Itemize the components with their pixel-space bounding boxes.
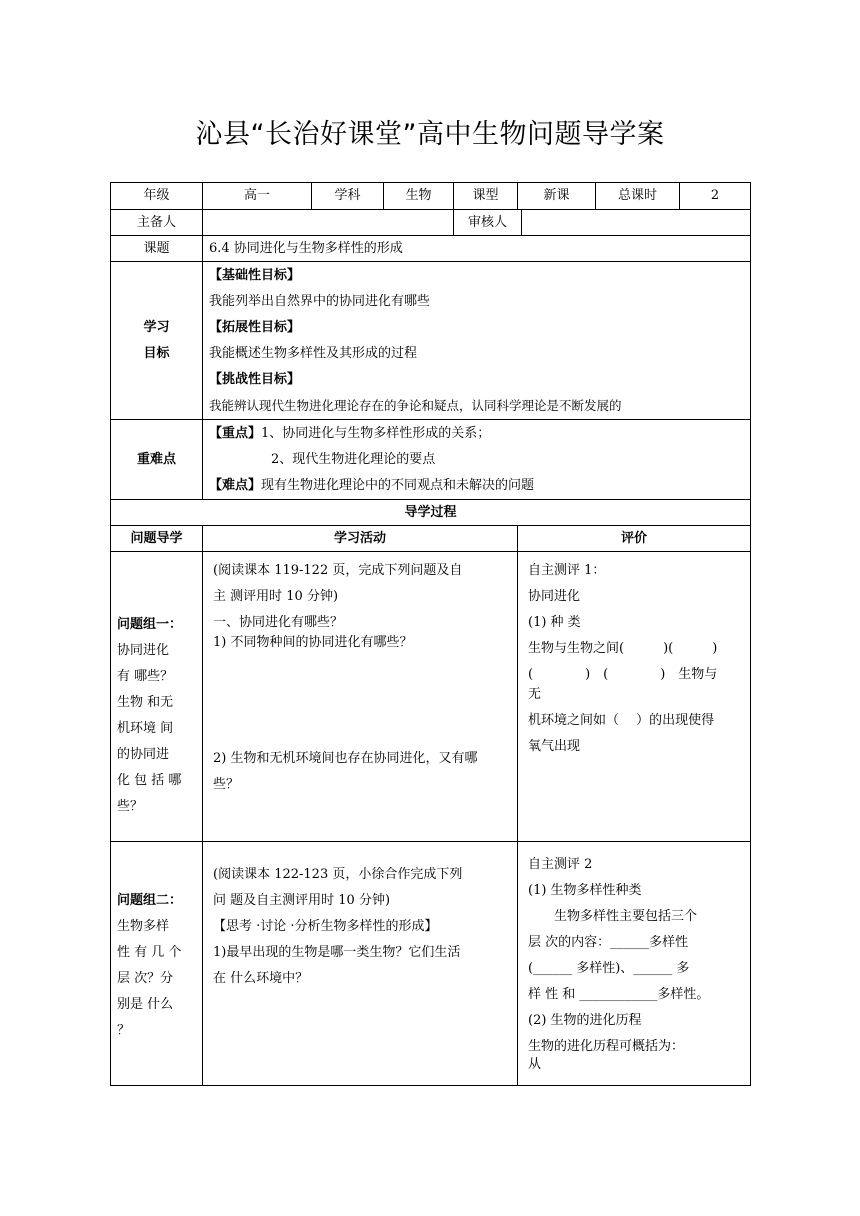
group1-q-line: 协同进化 (117, 643, 170, 658)
key-point-2: 2、现代生物进化理论的要点 (271, 451, 436, 467)
group1-activity-cell (203, 552, 518, 842)
group2-eval-line: 样 性 和 ____________多样性。 (528, 987, 710, 1002)
basic-goal-text: 我能列举出自然界中的协同进化有哪些 (209, 293, 431, 309)
key-heading: 【重点】 (209, 425, 262, 441)
group1-eval-line: 机环境之间如（ ）的出现使得 (528, 713, 715, 728)
basic-goal-heading: 【基础性目标】 (209, 267, 301, 283)
grade-value: 高一 (203, 183, 312, 210)
group1-eval-cell (518, 552, 751, 842)
group2-eval-cell (518, 842, 751, 1086)
col-eval-header: 评价 (518, 526, 751, 552)
goals-label-line1: 学习 (143, 319, 170, 335)
group2-activity-cell (203, 842, 518, 1086)
process-header: 导学过程 (111, 500, 751, 526)
group2-activity-think: 【思考 ·讨论 ·分析生物多样性的形成】 (213, 919, 438, 934)
group1-title: 问题组一： (117, 617, 183, 632)
group2-activity-q1: 1)最早出现的生物是哪一类生物？它们生活 (213, 945, 461, 960)
hours-label: 总课时 (596, 183, 680, 210)
group1-eval-line: 生物与生物之间( )( ) (528, 641, 718, 656)
group2-title: 问题组二： (117, 893, 183, 908)
group2-q-line: 生物多样 (117, 919, 170, 934)
group2-eval-line: 生物多样性主要包括三个 (554, 909, 698, 924)
group2-eval-line: (______ 多样性)、______ 多 (528, 961, 690, 976)
key-point-1: 1、协同进化与生物多样性形成的关系； (261, 425, 491, 441)
page-title: 沁县“长治好课堂”高中生物问题导学案 (195, 119, 665, 150)
group2-eval-line: (2) 生物的进化历程 (528, 1013, 642, 1028)
group2-activity-intro: 问 题及自主测评用时 10 分钟) (213, 893, 391, 908)
challenge-goal-heading: 【挑战性目标】 (209, 371, 301, 387)
group1-activity-question: 一、协同进化有哪些？ (213, 615, 344, 630)
type-value: 新课 (518, 183, 596, 210)
group1-eval-kind: (1) 种 类 (528, 615, 581, 630)
group1-activity-intro: 主 测评用时 10 分钟) (213, 589, 339, 604)
reviewer-value (522, 210, 751, 236)
challenge-goal-text: 我能辨认现代生物进化理论存在的争论和疑点，认同科学理论是不断发展的 (209, 397, 622, 413)
group1-activity-intro: (阅读课本 119-122 页，完成下列问题及自 (213, 563, 463, 578)
lesson-table (110, 182, 751, 1086)
group1-eval-subtitle: 协同进化 (528, 589, 581, 604)
group1-activity-q1: 1) 不同物种间的协同进化有哪些？ (213, 635, 413, 650)
group1-eval-line: 无 (528, 687, 542, 702)
group2-q-line: ？ (117, 1023, 131, 1038)
group1-q-line: 生物 和无 (117, 695, 174, 710)
extend-goal-heading: 【拓展性目标】 (209, 319, 301, 335)
group2-question-cell (111, 842, 203, 1086)
group1-eval-line: ( ) ( ) 生物与 (528, 667, 718, 682)
goals-label (111, 262, 203, 420)
topic-label: 课题 (111, 236, 203, 262)
group2-eval-kind: (1) 生物多样性种类 (528, 883, 642, 898)
col-question-header: 问题导学 (111, 526, 203, 552)
group2-eval-line: 层 次的内容：______多样性 (528, 935, 689, 950)
group1-q-line: 的协同进 (117, 747, 170, 762)
group2-activity-intro: (阅读课本 122-123 页，小徐合作完成下列 (213, 867, 463, 882)
goals-content (203, 262, 751, 420)
group2-eval-title: 自主测评 2 (528, 857, 593, 872)
preparer-value (203, 210, 454, 236)
difficult-text: 现有生物进化理论中的不同观点和未解决的问题 (261, 477, 535, 493)
topic-value: 6.4 协同进化与生物多样性的形成 (203, 236, 751, 262)
key-points-label: 重难点 (111, 420, 203, 500)
type-label: 课型 (454, 183, 518, 210)
group1-q-line: 机环境 间 (117, 721, 174, 736)
group2-activity-q1: 在 什么环境中？ (213, 971, 309, 986)
reviewer-label: 审核人 (454, 210, 522, 236)
subject-label: 学科 (312, 183, 384, 210)
group1-q-line: 化 包 括 哪 (117, 773, 182, 788)
extend-goal-text: 我能概述生物多样性及其形成的过程 (209, 345, 418, 361)
group2-q-line: 性 有 几 个 (117, 945, 182, 960)
difficult-heading: 【难点】 (209, 477, 262, 493)
group2-eval-line: 从 (528, 1057, 542, 1072)
group1-activity-q2: 些？ (213, 777, 240, 792)
group2-q-line: 层 次？分 (117, 971, 174, 986)
group1-eval-title: 自主测评 1： (528, 563, 606, 578)
group2-q-line: 别是 什么 (117, 997, 174, 1012)
group1-activity-q2: 2) 生物和无机环境间也存在协同进化，又有哪 (213, 751, 478, 766)
subject-value: 生物 (384, 183, 454, 210)
group2-eval-line: 生物的进化历程可概括为： (528, 1039, 685, 1054)
key-points-content (203, 420, 751, 500)
preparer-label: 主备人 (111, 210, 203, 236)
goals-label-line2: 目标 (143, 345, 170, 361)
group1-eval-line: 氧气出现 (528, 739, 581, 754)
group1-question-cell (111, 552, 203, 842)
grade-label: 年级 (111, 183, 203, 210)
hours-value: 2 (680, 183, 751, 210)
col-activity-header: 学习活动 (203, 526, 518, 552)
group1-q-line: 有 哪些？ (117, 669, 174, 684)
group1-q-line: 些？ (117, 799, 144, 814)
